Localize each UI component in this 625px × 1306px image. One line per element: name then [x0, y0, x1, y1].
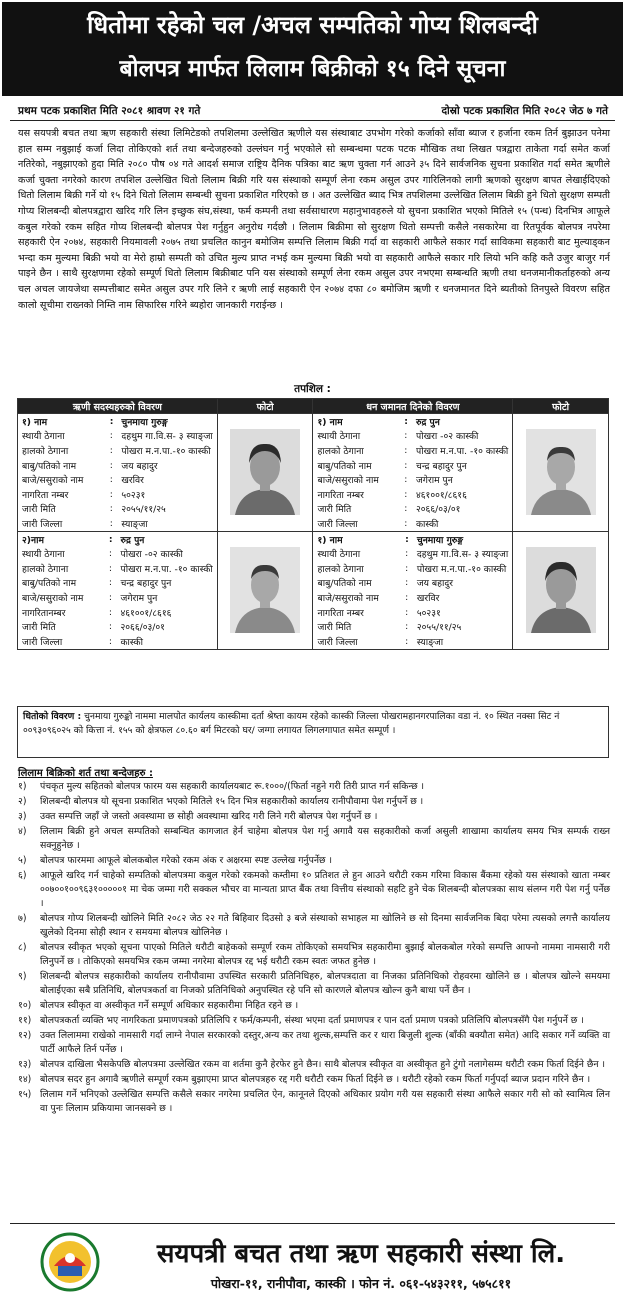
notice-title-line1: धितोमा रहेको चल /अचल सम्पतिको गोप्य शिलबन्दी: [87, 11, 538, 39]
field-label: बाबु/पतिको नाम: [317, 578, 372, 590]
collateral-label: धितोको विवरण :: [23, 711, 82, 722]
condition-item: [18, 941, 610, 969]
field-separator: :: [108, 606, 112, 618]
condition-item: [18, 869, 610, 912]
persons-table: [17, 398, 609, 650]
condition-number: ९): [18, 971, 27, 983]
field-value: पोखरा -०२ कास्की: [415, 431, 479, 443]
record-field-row: [313, 619, 512, 634]
divider: [10, 120, 615, 121]
photo-cell: [217, 414, 313, 532]
condition-number: १): [18, 781, 27, 792]
field-label: हालको ठेगाना: [317, 445, 364, 457]
condition-item: [18, 999, 610, 1013]
condition-number: १०): [18, 1000, 32, 1012]
field-value: पोखरा म.न.पा.-१० कास्की: [416, 563, 507, 575]
record-cell: [18, 531, 218, 649]
field-label: हालको ठेगाना: [317, 563, 364, 575]
condition-text: बोलपत्र स्वीकृत वा अस्वीकृत गर्ने सम्पूर्ण अधिकार सहकारीमा निहित रहने छ ।: [40, 1000, 299, 1012]
condition-text: शिलबन्दी बोलपत्र सहकारीको कार्यालय रानीपौवामा उपस्थित सरकारी प्रतिनिधिहरु, बोलपत्रदाता वा निजका प्रतिनिधिको रोहवरमा खोलिने छ । बोलपत्र खोल्ने समयमा बोलाईएका सबै प्रतिनिधि, बोलपत्रकर्ता वा निजको प्रतिनिधिको अनुपस्थित रहे पनि सो कारणले बोलपत्र खोल्न कुनै बाधा पर्ने छैन ।: [40, 971, 610, 997]
record-field-row: [313, 516, 512, 531]
condition-item: [18, 1073, 610, 1087]
condition-number: ६): [18, 869, 27, 881]
record-field-row: [313, 605, 512, 620]
field-value: चुनमाया गुरुङ्ग: [121, 416, 168, 428]
record-field-row: [18, 443, 217, 458]
field-value: पोखरा म.न.पा. -१० कास्की: [120, 563, 213, 575]
photo-cell: [513, 531, 609, 649]
field-separator: :: [108, 533, 113, 545]
field-value: स्याङ्जा: [121, 518, 148, 530]
condition-text: लिलाम गर्ने भनिएको उल्लेखित सम्पत्ति कसैले सकार नगरेमा प्रचलित ऐन, कानूनले दिएको अधिकार प्रयोग गरी यस सहकारी संस्था आफैले सकार गरी सो को स्वामित्व लिन वा पुनः लिलाम प्रकियामा जानसक्ने छ ।: [40, 1088, 610, 1115]
condition-text: बोलपत्र गोप्य शिलबन्दी खोलिने मिति २०८२ जेठ २२ गते बिहिवार दिउसो ३ बजे संस्थाको सभाहल मा खोलिने छ सो दिनमा सार्वजनिक बिदा परेमा त्यसको लगत्तै कार्यालय खुलेको दिनमा सोही स्थान र समयमा बोलपत्र खोलिनेछ ।: [40, 912, 610, 939]
condition-number: ११): [18, 1015, 32, 1027]
field-separator: :: [108, 635, 112, 647]
condition-item: [18, 912, 610, 940]
record-field-row: [18, 516, 217, 531]
condition-number: ४): [18, 825, 27, 837]
collateral-text: चुनमाया गुरुङ्को नाममा मालपोत कार्यलय कास्कीमा दर्ता श्रेष्ता कायम रहेको कास्की जिल्ला पोखरामहानगरपालिका वडा नं. १० स्थित नक्सा सिट नं ००९३०९६०२५ को कित्ता नं. १५५ को क्षेत्रफल ८०.६० बर्ग मिटरको घर/ जग्गा लगायत लिगलगापात समेत सम्पूर्ण ।: [23, 711, 560, 736]
field-separator: :: [109, 444, 113, 456]
person-photo-female: [526, 547, 596, 633]
intro-paragraph: यस सयपत्री बचत तथा ऋण सहकारी संस्था लिमिटेडको तपशिलमा उल्लेखित ऋणीले यस संस्थाबाट उपभोग गरेको कर्जाको साँवा ब्याज र हर्जाना रकम तिर्न बुझाउन पनेमा हाल सम्म नबुझाई कर्जा लिदा तोकिएको शर्त तथा बन्देजहरुको उल्लंघन गर्नु भएकोले सो सम्बन्धमा पटक पटक मौखिक तथा लिखत पत्रद्वारा ताकेता गर्दा समेत कर्जा नतिरेको, नबुझाएको हुदा मिति २०८० पौष ०४ गते आदर्श समाज राष्ट्रिय दैनिक पत्रिका बाट ऋण चुक्ता गर्न आउने ३५ दिने सार्वजनिक सुचना प्रकाशित गर्दा समेत ऋणीले कर्जा चुक्ता नगरेको कारण तपशिल उल्लेखित धितो लिलाम बिक्री गरि यस संस्थाको सम्पूर्ण लेना रकम असुल उपर गारिलिनको लागी ऋणको सुरक्षण बापत लेखाईदिएको धितो लिलाम बिक्री गर्ने यो १५ दिने धितो लिलाम सम्बन्धी सुचना प्रकाशित गरिएको छ । अत उल्लेखित ब्याद भित्र तपशिलमा उल्लेखित लिलाम बिक्री हुने धितो सुरक्षण सम्पती गोप्य शिलबन्दी बोलपत्रद्वारा खरिद गरि लिन इच्छुक संघ,संस्था, फर्म कम्पनी तथा सर्वसाधारण महानुभावहरुले यो सुचना प्रकाशित भएको मितिले १५ (पन्ध) दिनभित्र आफूले कबुल गरेको रकम सहित गोप्य शिलबन्दी बोलपत्र पेश गर्नुहुन अनुरोध गर्दछौ । लिलाम बिक्रीमा सो सुरक्षण धितो सम्पत्ती कसैले नसकारेमा वा रितपूर्वक बोलपत्र नपरेमा सहकारी ऐन २०७४, सहकारी नियमावली २०७५ तथा प्रचलित कानुन बमोजिम सम्पत्ति लिलाम बिक्री गर्दा वा सहकारी आफैले सकार गर्दा साविकमा सहकारी बाट मुल्याड्कन भन्दा कम मुल्यमा बिक्री भयो वा मेरो हाम्रो सम्पती को उचित मुल्य प्राप्त नभई कम मुल्यमा बिक्री भयो वा सहकारी आफैले सकार गरि लियो भनि कहि कतै उजुर बाजुर गर्न पाइने छैन । साथै सुरक्षणमा रहेको सम्पूर्ण धितो लिलाम बिक्रीबाट पनि यस संस्थाको सम्पूर्ण लेना रकम असुल उपर नभएमा सम्बन्धति ऋणी तथा धनजमानीकर्ताहरुको अन्य चल अचल जायजेथा सम्पत्तीबाट समेत असुल उपर गरि लिने र ऋणी लाई सहकारी ऐन २०७४ दफा ८० बमोजिम ऋणी र धनजमानत दिने ब्यतीको तिनपुस्ते विवरण सहित कालो सूचीमा राख्नको निम्ति नाम सिफारिस गरिने ब्यहोरा जानकारी गराईन्छ ।: [18, 128, 610, 311]
field-label: बाजे/ससुराको नाम: [22, 475, 84, 487]
first-publication-date: प्रथम पटक प्रकाशित मिति २०८१ श्रावण २१ गते: [18, 105, 201, 117]
field-label: नागरिता नम्बर: [317, 489, 364, 501]
field-value: २०५५/११/२५: [416, 622, 462, 634]
condition-item: [18, 825, 610, 853]
field-separator: :: [405, 562, 409, 574]
field-label: स्थायी ठेगाना: [317, 549, 361, 561]
field-label: जारी जिल्ला: [22, 518, 63, 530]
record-field-row: [18, 546, 217, 561]
condition-number: १५): [18, 1088, 32, 1100]
field-label: नागरितानम्बर: [22, 607, 66, 619]
field-value: जगेराम पुन: [415, 475, 453, 487]
field-separator: :: [404, 430, 408, 442]
field-value: पोखरा म.न.पा.-१० कास्की: [121, 445, 211, 457]
field-value: २०५५/११/२५: [121, 504, 166, 516]
record-field-row: [18, 502, 217, 517]
condition-number: १३): [18, 1059, 32, 1071]
field-separator: :: [404, 415, 408, 427]
record-field-row: [18, 590, 217, 605]
condition-number: ८): [18, 942, 27, 954]
collateral-details: [17, 706, 609, 758]
field-label: जारी जिल्ला: [317, 518, 358, 530]
field-value: जय बहादुर: [121, 460, 158, 472]
field-separator: :: [109, 430, 113, 442]
condition-number: ७): [18, 912, 27, 924]
field-label: हालको ठेगाना: [22, 563, 69, 575]
condition-item: [18, 795, 610, 809]
record-field-row: [313, 487, 512, 502]
borrower-header: ऋणी सदस्यहरुको विवरण: [18, 399, 218, 414]
record-cell: [313, 531, 513, 649]
field-value: चुनमाया गुरुङ्ग: [416, 534, 464, 546]
field-separator: :: [108, 577, 112, 589]
condition-item: [18, 1014, 610, 1028]
field-separator: :: [405, 606, 409, 618]
field-value: कास्की: [120, 636, 143, 648]
condition-item: [18, 1029, 610, 1057]
field-separator: :: [108, 562, 112, 574]
record-field-row: [313, 576, 512, 591]
field-separator: :: [109, 474, 113, 486]
field-separator: :: [109, 415, 114, 427]
second-publication-date: दोस्रो पटक प्रकाशित मिति २०८२ जेठ ७ गते: [441, 105, 608, 117]
notice-title-band: [2, 2, 623, 96]
conditions-list: [18, 780, 610, 1117]
record-field-row: [313, 634, 512, 649]
person-photo-female: [230, 429, 300, 515]
field-value: खरविर: [121, 475, 144, 487]
field-separator: :: [404, 517, 408, 529]
condition-item: [18, 1088, 610, 1116]
notice-title-line2: बोलपत्र मार्फत लिलाम बिक्रीको १५ दिने सूचना: [119, 56, 506, 82]
condition-text: उक्त सम्पत्ति जहाँ जे जस्तो अवस्थामा छ सोही अवस्थामा खरिद गरी लिने गरी बोलपत्र पेश गर्नुपर्ने छ ।: [40, 810, 378, 822]
field-value: खरविर: [416, 592, 440, 604]
record-field-row: [313, 472, 512, 487]
record-field-row: [18, 458, 217, 473]
photo-cell: [513, 414, 609, 532]
field-separator: :: [405, 577, 409, 589]
field-value: २०६६/०३/०१: [415, 504, 461, 516]
field-label: १) नाम: [317, 416, 343, 428]
condition-text: शिलबन्दी बोलपत्र यो सूचना प्रकाशित भएको मितिले १५ दिन भित्र सहकारीको कार्यालय रानीपौवामा पेश गर्नुपर्ने छ ।: [40, 795, 424, 807]
record-field-row: [313, 532, 512, 547]
field-value: रुद्र पुन: [415, 416, 440, 428]
details-heading: तपशिल :: [294, 383, 331, 395]
field-label: बाबु/पतिको नाम: [317, 460, 372, 472]
record-field-row: [313, 429, 512, 444]
condition-text: बोलपत्रकर्ता व्यक्ति भए नागरिकता प्रमाणपत्रको प्रतिलिपि र फर्म/कम्पनी, संस्था भएमा दर्ता प्रमाणपत्र र पान दर्ता प्रमाण पत्रको प्रतिलिपि बोलपत्रसँगै पेश गर्नुपर्ने छ ।: [40, 1015, 584, 1027]
field-value: जगेराम पुन: [120, 592, 158, 604]
conditions-heading: लिलाम बिक्रिको शर्त तथा बन्देजहरु :: [18, 768, 153, 779]
field-separator: :: [109, 503, 113, 515]
field-value: चन्द्र बहादुर पुन: [120, 578, 172, 590]
field-label: स्थायी ठेगाना: [22, 549, 65, 561]
publication-dates: [18, 104, 608, 118]
field-label: बाबु/पतिको नाम: [22, 460, 77, 472]
field-label: जारी जिल्ला: [22, 636, 63, 648]
cooperative-logo: [40, 1232, 100, 1292]
record-field-row: [313, 414, 512, 429]
field-value: २०६६/०३/०१: [120, 622, 165, 634]
condition-text: लिलाम बिक्री हुने अचल सम्पतिको सम्बन्धित कागजात हेर्न चाहेमा बोलपत्र पेश गर्नु अगावै यस सहकारीको कर्जा असुली शाखामा कार्यालय समय भित्र सम्पर्क राख्न सक्नुहुनेछ ।: [40, 825, 610, 851]
field-label: स्थायी ठेगाना: [317, 431, 361, 443]
condition-number: ३): [18, 810, 27, 822]
record-field-row: [18, 605, 217, 620]
field-value: चन्द्र बहादुर पुन: [415, 460, 467, 472]
record-field-row: [313, 546, 512, 561]
condition-item: [18, 970, 610, 998]
record-cell: [18, 414, 218, 532]
field-value: पोखरा -०२ कास्की: [120, 549, 183, 561]
condition-number: ५): [18, 854, 27, 866]
field-separator: :: [404, 444, 408, 456]
field-value: ५०२३१: [416, 607, 441, 619]
field-value: ४६१००१/८६१६: [415, 489, 467, 501]
condition-text: बोलपत्र सदर हुन अगावै ऋणीले सम्पूर्ण रकम बुझाएमा प्राप्त बोलपत्रहरु रद्द गरी धरौटी रकम फिर्ता दिईने छ । धरौटी रहेको रकम फिर्ता गर्नुपर्दा ब्याज प्रदान गरिने छैन ।: [40, 1074, 591, 1085]
field-label: २)नाम: [22, 534, 44, 546]
condition-text: पंचकृत मुल्य सहितको बोलपत्र फारम यस सहकारी कार्यालयबाट रू.१०००/(फिर्ता नहुने गरी तिरी प्राप्त गर्न सकिन्छ ।: [40, 781, 425, 792]
photo-header: फोटो: [217, 399, 313, 414]
field-label: जारी मिति: [22, 622, 56, 634]
photo-header: फोटो: [513, 399, 609, 414]
field-separator: :: [405, 621, 409, 633]
field-label: स्थायी ठेगाना: [22, 431, 65, 443]
condition-text: बोलपत्र दाखिला भैसकेपछि बोलपत्रमा उल्लेखित रकम वा शर्तमा कुनै हेरफेर हुने छैन। साथै बोलपत्र स्वीकृत वा अस्वीकृत हुने टुंगो नलागेसम्म धरौटी रकम फिर्ता दिईने छैन ।: [40, 1059, 606, 1071]
condition-text: उक्त लिलाममा राखेको नामसारी गर्दा लाग्ने नेपाल सरकारको दस्तुर,अन्य कर तथा शुल्क,सम्पत्ति कर र धारा बिजुली शुल्क (बाँकी बक्यौता समेत) आदि सकार गर्ने व्यक्ति वा पार्टी आफैले तिर्न पर्नेछ ।: [40, 1030, 610, 1056]
field-separator: :: [405, 591, 409, 603]
field-label: हालको ठेगाना: [22, 445, 69, 457]
condition-item: [18, 854, 610, 868]
condition-text: आफूले खरिद गर्न चाहेको सम्पतिको बोलपत्रमा कबुल गरेको रकमको कम्तीमा १० प्रतिशत ले हुन आउने धरौटी रकम गरिमा विकास बैंकमा रहेको यस संस्थाको खाता नम्बर ००७००१००९६३१०००००१ मा चेक जम्मा गरी सक्कल भौचर वा मान्यता प्राप्त बैंक तथा वित्तीय संस्थाको सहटि हुने चेक शिलबन्दी बोलपत्रका साथ संलग्न गरी पेश गर्नु पर्नेछ ।: [40, 869, 610, 910]
field-label: बाजे/ससुराको नाम: [317, 475, 379, 487]
condition-item: [18, 810, 610, 824]
field-separator: :: [108, 548, 112, 560]
condition-number: १४): [18, 1074, 32, 1085]
record-field-row: [18, 429, 217, 444]
field-label: जारी मिति: [317, 622, 352, 634]
field-label: नागरिता नम्बर: [317, 607, 364, 619]
field-separator: :: [405, 635, 409, 647]
field-separator: :: [109, 488, 113, 500]
record-field-row: [313, 443, 512, 458]
record-field-row: [313, 590, 512, 605]
field-value: स्याङ्जा: [416, 636, 444, 648]
field-separator: :: [405, 548, 409, 560]
field-label: बाबु/पतिको नाम: [22, 578, 77, 590]
field-separator: :: [404, 488, 408, 500]
field-label: बाजे/ससुराको नाम: [22, 592, 84, 604]
record-field-row: [18, 619, 217, 634]
record-field-row: [18, 487, 217, 502]
field-label: जारी मिति: [22, 504, 56, 516]
record-field-row: [18, 532, 217, 547]
field-label: १) नाम: [317, 534, 343, 546]
person-photo-male: [230, 547, 300, 633]
field-label: नागरिता नम्बर: [22, 489, 69, 501]
field-value: ४६१००१/८६१६: [120, 607, 172, 619]
field-label: जारी मिति: [317, 504, 352, 516]
record-field-row: [18, 576, 217, 591]
record-field-row: [313, 561, 512, 576]
record-field-row: [313, 502, 512, 517]
record-field-row: [18, 634, 217, 649]
organization-address: पोखरा-११, रानीपौवा, कास्की । फोन नं. ०६१-५४३२११, ५७५८११: [210, 1276, 512, 1291]
field-label: जारी जिल्ला: [317, 636, 358, 648]
record-cell: [313, 414, 513, 532]
record-field-row: [313, 458, 512, 473]
record-field-row: [18, 414, 217, 429]
footer-divider: [10, 1223, 615, 1224]
person-photo-male: [526, 429, 596, 515]
record-field-row: [18, 472, 217, 487]
field-value: दहथुम गा.वि.स- ३ स्याङ्जा: [121, 431, 213, 443]
field-separator: :: [404, 474, 408, 486]
field-separator: :: [405, 533, 409, 545]
condition-number: २): [18, 795, 27, 807]
field-value: रुद्र पुन: [120, 534, 145, 546]
field-label: १) नाम: [22, 416, 48, 428]
field-separator: :: [108, 621, 112, 633]
condition-text: बोलपत्र फारममा आफूले बोलकबोल गरेको रकम अंक र अक्षरमा स्पष्ट उल्लेख गर्नुपर्नेछ ।: [40, 854, 333, 866]
field-separator: :: [108, 591, 112, 603]
field-separator: :: [404, 503, 408, 515]
field-separator: :: [109, 517, 113, 529]
field-value: जय बहादुर: [416, 578, 454, 590]
field-value: कास्की: [415, 518, 439, 530]
condition-number: १२): [18, 1030, 32, 1042]
field-value: ५०२३१: [121, 489, 146, 501]
record-field-row: [18, 561, 217, 576]
condition-item: [18, 780, 610, 794]
field-value: दहथुम गा.वि.स- ३ स्याङ्जा: [416, 549, 509, 561]
photo-cell: [217, 531, 313, 649]
field-label: बाजे/ससुराको नाम: [317, 592, 379, 604]
guarantor-header: धन जमानत दिनेको विवरण: [313, 399, 513, 414]
condition-item: [18, 1058, 610, 1072]
field-separator: :: [404, 459, 408, 471]
field-separator: :: [109, 459, 113, 471]
organization-name: सयपत्री बचत तथा ऋण सहकारी संस्था लि.: [156, 1239, 566, 1269]
field-value: पोखरा म.न.पा. -१० कास्की: [415, 445, 509, 457]
condition-text: बोलपत्र स्वीकृत भएको सूचना पाएको मितिले धरौटी बाहेकको सम्पूर्ण रकम तोकिएको समयभित्र सहकारीमा बुझाई बोलकबोल गरेको सम्पत्ति आफ्नो नाममा नामसारी गरी लिनुपर्ने छ । तोकिएको समयभित्र रकम जम्मा नगरेमा बोलपत्र रद्द भई धरौटी रकम स्वतः जफत हुनेछ ।: [40, 942, 610, 968]
